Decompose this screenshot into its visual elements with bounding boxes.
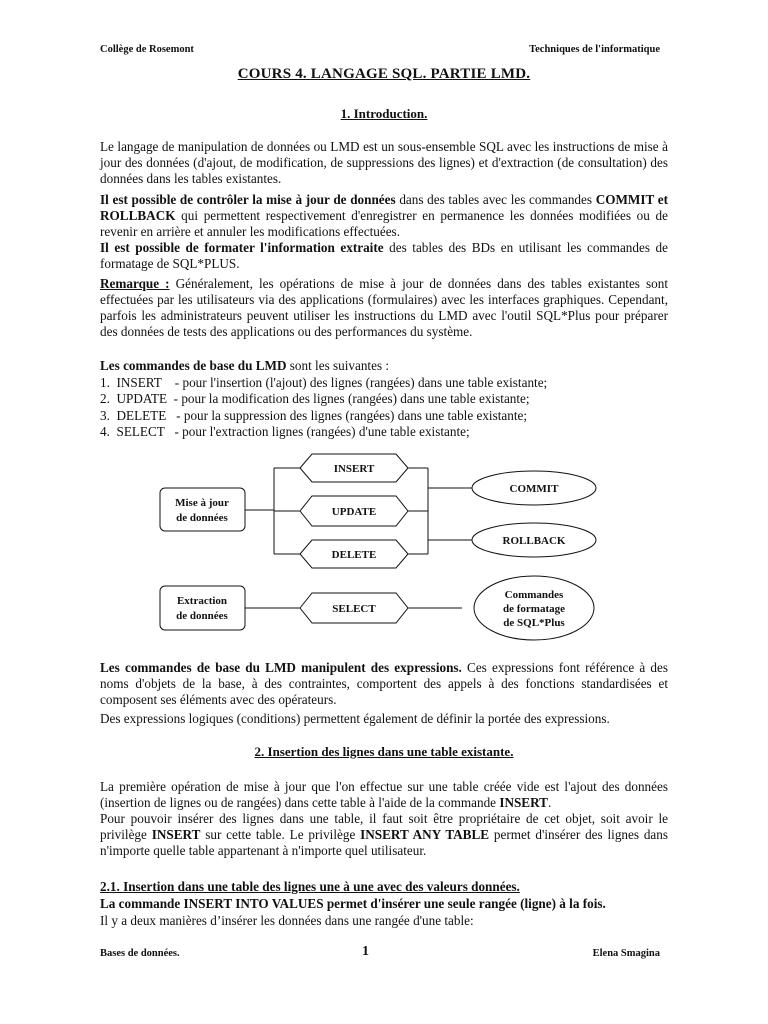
hexagon-select-label: SELECT bbox=[332, 603, 376, 615]
commit-rollback-paragraph bbox=[100, 192, 668, 240]
list-item: 2. UPDATE - pour la modification des lignes (rangées) dans une table existante; bbox=[100, 391, 530, 407]
commands-intro-bold: Les commandes de base du LMD bbox=[100, 358, 287, 373]
header-program: Techniques de l'informatique bbox=[529, 44, 660, 55]
ellipse-format-line1: Commandes bbox=[504, 589, 564, 601]
section-heading-insertion: 2. Insertion des lignes dans une table existante. bbox=[254, 744, 514, 759]
insert-into-values-line: La commande INSERT INTO VALUES permet d'insérer une seule rangée (ligne) à la fois. bbox=[100, 896, 606, 911]
box-data-extraction-line2: de données bbox=[176, 610, 228, 622]
diagram-connectors bbox=[245, 468, 472, 608]
box-data-update bbox=[160, 488, 245, 531]
commit-rollback-text2: qui permettent respectivement d'enregistrer en permanence les données modifiées ou de revenir en arrière et annuler les modifications effectuées. bbox=[100, 208, 668, 239]
lmd-diagram bbox=[150, 448, 610, 648]
privilege-text2: sur cette table. Le privilège bbox=[200, 827, 361, 842]
remark-label: Remarque : bbox=[100, 276, 170, 291]
intro-paragraph: Le langage de manipulation de données ou LMD est un sous-ensemble SQL avec les instructions de mise à jour des données (d'ajout, de modification, de suppressions des lignes) et d'extraction (de consultation) des données dans les tables existantes. bbox=[100, 139, 668, 186]
expressions-lead: Les commandes de base du LMD manipulent des expressions. bbox=[100, 660, 462, 675]
expressions-paragraph bbox=[100, 660, 668, 708]
section-heading-insert-values: 2.1. Insertion dans une table des lignes une à une avec des valeurs données. bbox=[100, 879, 520, 894]
header-school: Collège de Rosemont bbox=[100, 44, 194, 55]
commit-rollback-keywords: COMMIT et ROLLBACK bbox=[100, 192, 668, 223]
remark-text: Généralement, les opérations de mise à jour de données dans des tables existantes sont effectuées par les utilisateurs via des applications (formulaires) avec les interfaces graphiques. Cependant, parfois les administrateurs peuvent utiliser les instructions du LMD avec l'outil SQL*Plus pour préparer des données de tests des applications ou des performances du système. bbox=[100, 276, 668, 339]
commit-rollback-lead: Il est possible de contrôler la mise à jour de données bbox=[100, 192, 396, 207]
insertion-paragraph bbox=[100, 779, 668, 811]
list-item: 1. INSERT - pour l'insertion (l'ajout) des lignes (rangées) dans une table existante; bbox=[100, 375, 548, 390]
box-data-extraction-line1: Extraction bbox=[176, 595, 228, 607]
format-lead: Il est possible de formater l'information extraite bbox=[100, 240, 384, 255]
expressions-conditions: Des expressions logiques (conditions) permettent également de définir la portée des expressions. bbox=[100, 711, 610, 726]
ellipse-format-line3: de SQL*Plus bbox=[503, 617, 565, 629]
footer-author: Elena Smagina bbox=[592, 948, 660, 959]
hexagon-update-label: UPDATE bbox=[331, 506, 377, 518]
box-data-update-line1: Mise à jour bbox=[175, 497, 229, 509]
box-data-update-line2: de données bbox=[176, 512, 228, 524]
ellipse-format-line2: de formatage bbox=[502, 603, 566, 615]
format-text: des tables des BDs en utilisant les commandes de formatage de SQL*PLUS. bbox=[100, 240, 668, 271]
list-item: 4. SELECT - pour l'extraction lignes (rangées) d'une table existante; bbox=[100, 423, 470, 439]
section-heading-introduction: 1. Introduction. bbox=[340, 106, 428, 121]
commands-intro bbox=[100, 358, 668, 374]
format-paragraph bbox=[100, 240, 668, 272]
insertion-text: La première opération de mise à jour que l'on effectue sur une table créée vide est l'ajout des données (insertion de lignes ou de rangées) dans cette table à l'aide de la commande bbox=[100, 779, 668, 810]
remark-paragraph bbox=[100, 276, 668, 340]
footer-page-number: 1 bbox=[362, 944, 369, 959]
privilege-text3: permet d'insérer des lignes dans n'importe quelle table appartenant à n'importe quel utilisateur. bbox=[100, 827, 669, 858]
insertion-command: INSERT bbox=[499, 795, 548, 810]
privilege-text1: Pour pouvoir insérer des lignes dans une table, il faut soit être propriétaire de cet objet, soit avoir le privilège bbox=[100, 811, 668, 842]
list-item: 3. DELETE - pour la suppression des lignes (rangées) dans une table existante; bbox=[100, 407, 528, 423]
insert-methods-line: Il y a deux manières d’insérer les données dans une rangée d'une table: bbox=[100, 913, 474, 928]
insertion-end: . bbox=[547, 795, 552, 810]
privilege-paragraph bbox=[100, 811, 668, 859]
ellipse-rollback-label: ROLLBACK bbox=[502, 535, 566, 547]
page-title: COURS 4. LANGAGE SQL. PARTIE LMD. bbox=[237, 66, 531, 82]
hexagon-delete-label: DELETE bbox=[331, 549, 377, 561]
box-data-extraction bbox=[160, 586, 245, 630]
hexagon-insert-label: INSERT bbox=[333, 463, 375, 475]
commands-intro-text: sont les suivantes : bbox=[286, 358, 390, 373]
commands-list bbox=[100, 375, 668, 440]
expressions-text: Ces expressions font référence à des noms d'objets de la base, à des contraintes, comportent des appels à des fonctions standardisées et composent ses éléments avec des opérateurs. bbox=[100, 660, 668, 707]
commit-rollback-text1: dans des tables avec les commandes bbox=[395, 192, 596, 207]
ellipse-commit-label: COMMIT bbox=[509, 483, 559, 495]
footer-course: Bases de données. bbox=[100, 948, 180, 959]
privilege-insert-any-table: INSERT ANY TABLE bbox=[360, 827, 490, 842]
privilege-insert: INSERT bbox=[151, 827, 201, 842]
